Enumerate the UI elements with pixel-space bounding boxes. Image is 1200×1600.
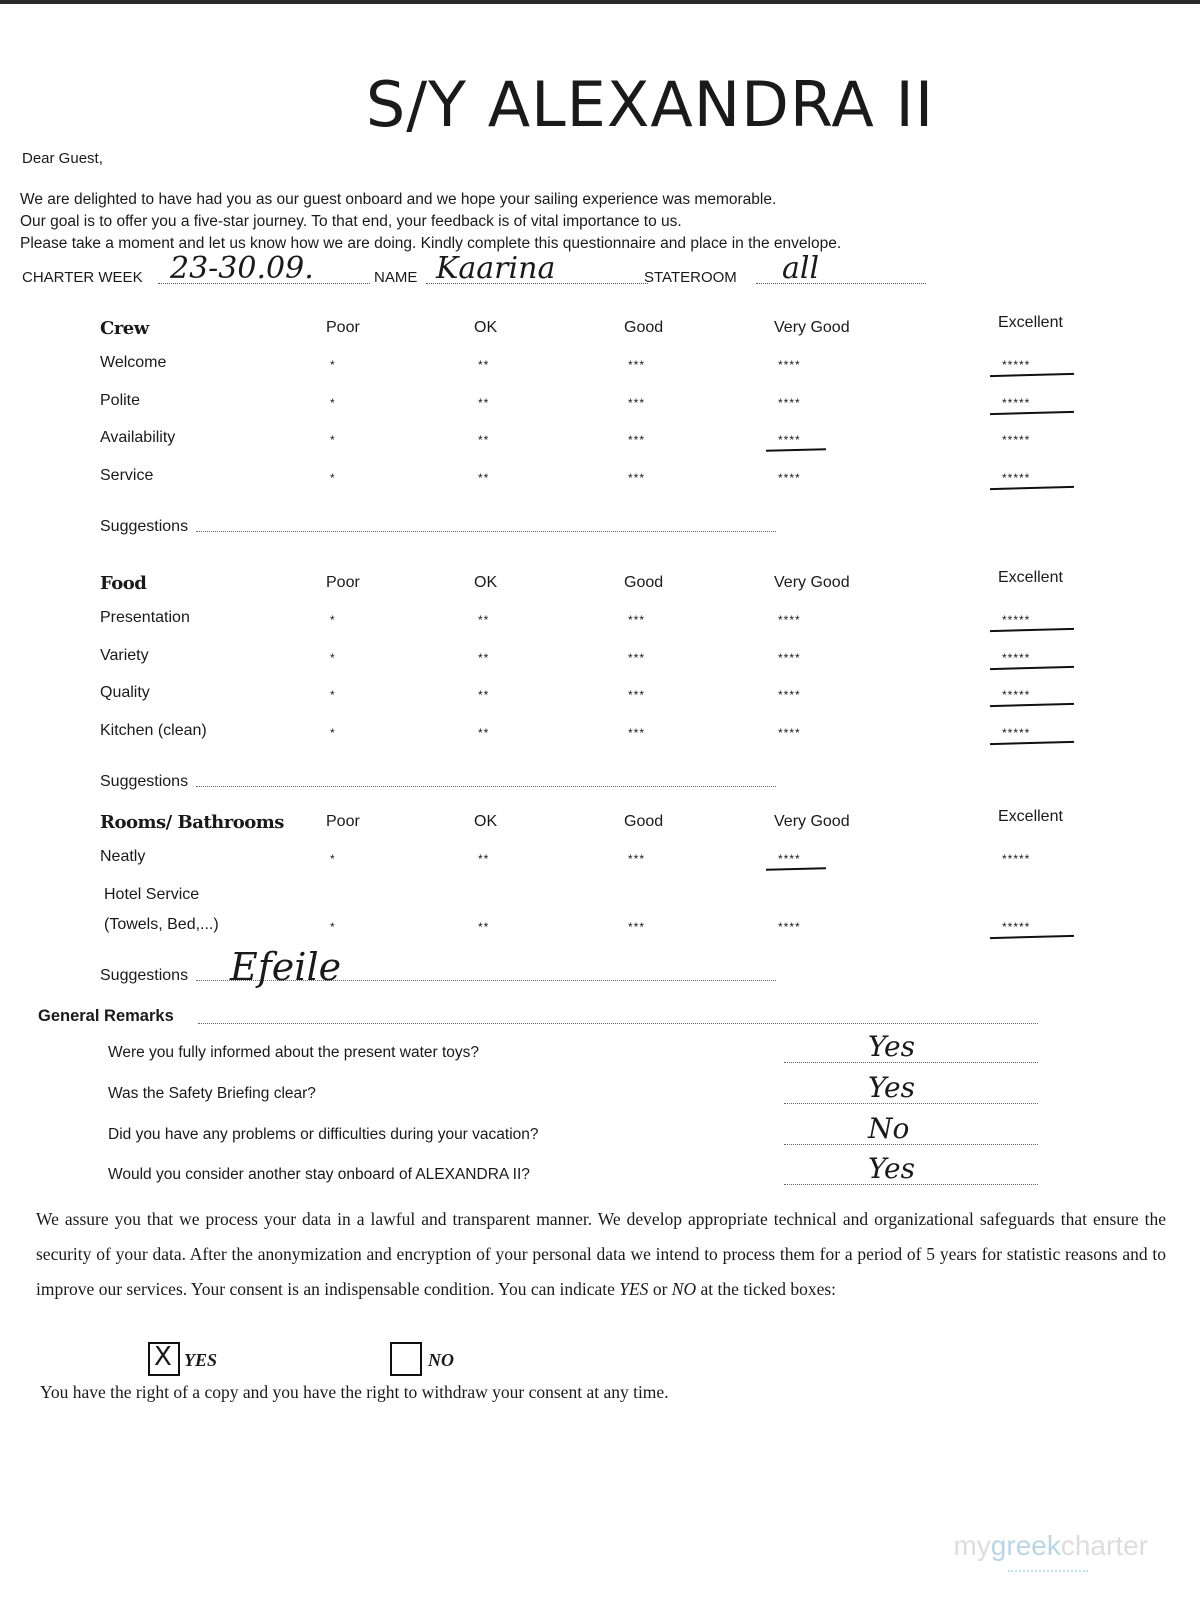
column-header: Poor — [326, 574, 360, 591]
column-header: Excellent — [998, 808, 1063, 825]
column-header: Very Good — [774, 319, 850, 336]
stateroom-value: all — [782, 251, 820, 286]
column-header: Very Good — [774, 813, 850, 830]
wave-icon — [1008, 1564, 1088, 1572]
question-text: Did you have any problems or difficulties during your vacation? — [108, 1126, 539, 1143]
selected-underline — [766, 448, 826, 452]
column-header: Good — [624, 813, 664, 830]
column-header: Poor — [326, 813, 360, 830]
selected-underline — [990, 410, 1074, 414]
row-label: Presentation — [100, 609, 190, 626]
suggestions-label: Suggestions — [100, 967, 189, 984]
star-option[interactable]: **** — [778, 358, 801, 372]
question-row — [108, 1030, 1108, 1074]
watermark-logo — [953, 1530, 1148, 1562]
column-header: Very Good — [774, 574, 850, 591]
star-option[interactable]: ***** — [1002, 433, 1031, 447]
star-option[interactable]: ***** — [1002, 358, 1031, 372]
column-header: Excellent — [998, 569, 1063, 586]
column-header: Good — [624, 319, 664, 336]
star-option[interactable]: ** — [478, 433, 490, 447]
star-option[interactable]: ** — [478, 919, 490, 934]
row-label: Availability — [100, 429, 176, 446]
star-option[interactable]: * — [330, 650, 336, 665]
star-option[interactable]: **** — [778, 725, 801, 740]
selected-underline — [990, 934, 1074, 938]
star-option[interactable]: **** — [778, 470, 801, 485]
question-row — [108, 1152, 1108, 1196]
star-option[interactable]: *** — [628, 725, 646, 740]
answer-value: Yes — [868, 1030, 915, 1063]
selected-underline — [990, 485, 1074, 489]
star-option[interactable]: *** — [628, 470, 646, 485]
row-label: Kitchen (clean) — [100, 721, 207, 739]
rating-row — [0, 429, 1200, 457]
selected-underline — [990, 628, 1074, 632]
row-label: Quality — [100, 684, 150, 701]
star-option[interactable]: ***** — [1002, 613, 1031, 627]
star-option[interactable]: **** — [778, 433, 801, 447]
suggestions-row — [100, 773, 776, 791]
star-option[interactable]: * — [330, 470, 336, 485]
copy-rights-text: You have the right of a copy and you have the right to withdraw your consent at any time. — [40, 1382, 669, 1402]
column-header: Good — [624, 574, 664, 591]
answer-value: Yes — [868, 1071, 915, 1104]
charter-week-value: 23-30.09. — [170, 251, 314, 286]
yes-checkbox[interactable] — [148, 1342, 180, 1376]
star-option[interactable]: ** — [478, 688, 490, 702]
suggestions-value: Efeile — [230, 945, 342, 989]
star-option[interactable]: ** — [478, 725, 490, 740]
star-option[interactable]: ** — [478, 358, 490, 372]
rating-row — [0, 392, 1200, 420]
star-option[interactable]: **** — [778, 650, 801, 665]
greeting: Dear Guest, — [22, 150, 103, 167]
rating-row — [0, 647, 1200, 675]
star-option[interactable]: * — [330, 613, 336, 627]
rating-row — [0, 609, 1200, 637]
watermark-part: charter — [1060, 1530, 1148, 1561]
star-option[interactable]: * — [330, 852, 336, 866]
star-option[interactable]: ***** — [1002, 470, 1031, 485]
star-option[interactable]: ***** — [1002, 395, 1031, 410]
row-label: Variety — [100, 646, 149, 664]
selected-underline — [990, 740, 1074, 744]
answer-value: Yes — [868, 1152, 915, 1185]
suggestions-label: Suggestions — [100, 773, 189, 790]
answer-value: No — [868, 1112, 910, 1145]
consent-text: We assure you that we process your data in a lawful and transparent manner. We develop appropriate technical and organizational safeguards that ensure the security of your data. After the anonymization and encryption of your personal data we intend to process them for a period of 5 years for statistic reasons and to improve our services. Your consent is an indispensable condition. You can indicate — [36, 1209, 1166, 1299]
general-remarks — [38, 1007, 174, 1026]
selected-underline — [990, 373, 1074, 377]
selected-underline — [766, 867, 826, 871]
question-text: Were you fully informed about the present water toys? — [108, 1044, 480, 1061]
star-option[interactable]: * — [330, 395, 336, 410]
star-option[interactable]: **** — [778, 688, 801, 702]
name-label: NAME — [374, 269, 418, 286]
star-option[interactable]: * — [330, 433, 336, 447]
selected-underline — [990, 665, 1074, 669]
star-option[interactable]: *** — [628, 358, 646, 372]
row-label: Polite — [100, 391, 141, 409]
yes-label: YES — [184, 1350, 218, 1370]
intro-line: Our goal is to offer you a five-star journey. To that end, your feedback is of vital importance to us. — [20, 213, 682, 230]
intro-line: Please take a moment and let us know how we are doing. Kindly complete this questionnaire and place in the envelope. — [20, 235, 842, 252]
star-option[interactable]: * — [330, 358, 336, 372]
charter-info-row — [22, 251, 922, 292]
column-header: OK — [474, 574, 498, 591]
star-option[interactable]: *** — [628, 395, 646, 410]
general-remarks-field[interactable] — [198, 1023, 1038, 1024]
answer-field[interactable] — [784, 1144, 1038, 1145]
row-label: Neatly — [100, 848, 146, 865]
star-option[interactable]: ***** — [1002, 688, 1031, 702]
star-option[interactable]: ** — [478, 470, 490, 485]
row-label: (Towels, Bed,...) — [104, 915, 219, 933]
star-option[interactable]: *** — [628, 919, 646, 934]
star-option[interactable]: *** — [628, 433, 646, 447]
rating-row — [0, 722, 1200, 750]
suggestions-field[interactable] — [196, 530, 776, 532]
watermark-part: greek — [990, 1530, 1061, 1561]
row-label: Hotel Service — [104, 885, 200, 903]
star-option[interactable]: **** — [778, 852, 801, 866]
section-heading: Rooms/ Bathrooms — [100, 812, 284, 833]
question-text: Was the Safety Briefing clear? — [108, 1085, 316, 1102]
star-option[interactable]: *** — [628, 613, 646, 627]
name-value: Kaarina — [436, 251, 556, 286]
column-header: OK — [474, 813, 498, 830]
consent-no-word: NO — [671, 1279, 697, 1299]
rating-row — [0, 848, 1200, 876]
no-checkbox[interactable] — [390, 1342, 422, 1376]
star-option[interactable]: ***** — [1002, 725, 1031, 740]
no-label: NO — [428, 1350, 454, 1370]
suggestions-row — [100, 518, 776, 536]
star-option[interactable]: ** — [478, 395, 490, 410]
star-option[interactable]: ** — [478, 613, 490, 627]
charter-week-label: CHARTER WEEK — [22, 269, 143, 286]
star-option[interactable]: ***** — [1002, 919, 1031, 934]
consent-yes-word: YES — [619, 1279, 649, 1299]
rating-row — [0, 885, 1200, 944]
suggestions-field[interactable] — [196, 785, 776, 787]
consent-options — [148, 1340, 748, 1376]
star-option[interactable]: ***** — [1002, 650, 1031, 665]
star-option[interactable]: * — [330, 919, 336, 934]
star-option[interactable]: **** — [778, 395, 801, 410]
watermark-part: my — [953, 1530, 991, 1561]
star-option[interactable]: **** — [778, 613, 801, 627]
rating-row — [0, 467, 1200, 495]
star-option[interactable]: * — [330, 725, 336, 740]
consent-paragraph — [36, 1202, 1166, 1307]
star-option[interactable]: ** — [478, 650, 490, 665]
star-option[interactable]: *** — [628, 650, 646, 665]
rating-row — [0, 684, 1200, 712]
rating-row — [0, 354, 1200, 382]
suggestions-label: Suggestions — [100, 518, 189, 535]
star-option[interactable]: **** — [778, 919, 801, 934]
row-label: Welcome — [100, 354, 167, 371]
consent-or-word: or — [648, 1279, 672, 1299]
intro-text — [20, 189, 841, 255]
section-heading: Food — [100, 573, 147, 594]
top-border — [0, 0, 1200, 4]
stateroom-label: STATEROOM — [644, 269, 737, 286]
column-header: Poor — [326, 319, 360, 336]
check-mark-icon: X — [154, 1342, 172, 1372]
suggestions-row — [100, 945, 776, 989]
star-option[interactable]: *** — [628, 852, 646, 866]
column-header: OK — [474, 319, 498, 336]
consent-text-end: at the ticked boxes: — [696, 1279, 837, 1299]
question-text: Would you consider another stay onboard of ALEXANDRA II? — [108, 1166, 530, 1183]
star-option[interactable]: *** — [628, 688, 646, 702]
general-remarks-title: General Remarks — [38, 1007, 174, 1025]
form-title: S/Y ALEXANDRA II — [365, 68, 935, 141]
column-header: Excellent — [998, 314, 1063, 331]
intro-line: We are delighted to have had you as our guest onboard and we hope your sailing experience was memorable. — [20, 191, 777, 208]
selected-underline — [990, 703, 1074, 707]
row-label: Service — [100, 466, 154, 484]
section-heading: Crew — [100, 318, 149, 339]
question-row — [108, 1112, 1108, 1156]
question-row — [108, 1071, 1108, 1115]
star-option[interactable]: * — [330, 688, 336, 702]
star-option[interactable]: ***** — [1002, 852, 1031, 866]
star-option[interactable]: ** — [478, 852, 490, 866]
